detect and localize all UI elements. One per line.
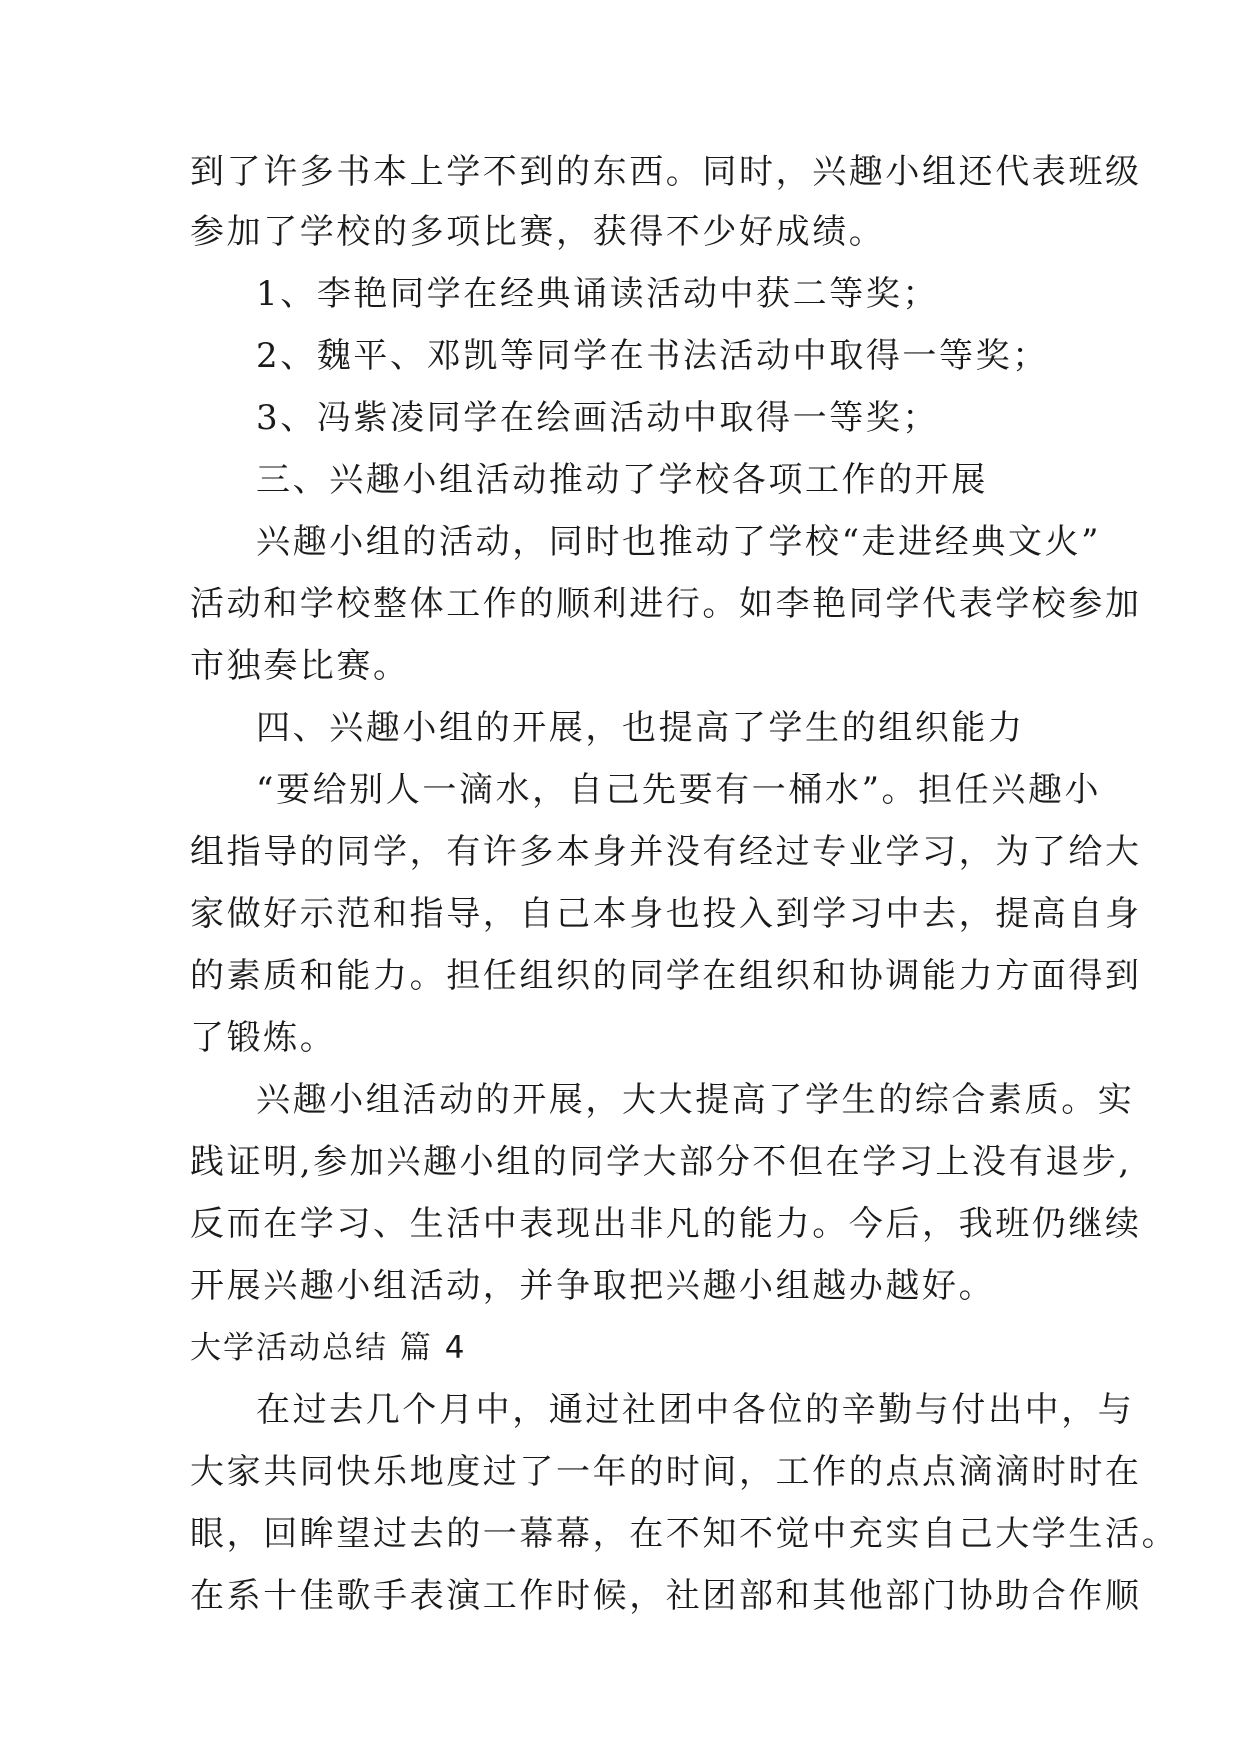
paragraph-line: 兴趣小组的活动，同时也推动了学校“走进经典文火” xyxy=(256,522,1102,562)
paragraph-line: 活动和学校整体工作的顺利进行。如李艳同学代表学校参加 xyxy=(190,584,1142,624)
list-item: 3、冯紫凌同学在绘画活动中取得一等奖； xyxy=(256,398,940,438)
paragraph-line: 了锻炼。 xyxy=(190,1018,337,1058)
article-title: 大学活动总结 篇 4 xyxy=(190,1330,467,1366)
paragraph-line: 践证明,参加兴趣小组的同学大部分不但在学习上没有退步, xyxy=(190,1142,1132,1182)
list-item: 2、魏平、邓凯等同学在书法活动中取得一等奖； xyxy=(256,336,1049,376)
paragraph-line: 的素质和能力。担任组织的同学在组织和协调能力方面得到 xyxy=(190,956,1142,996)
paragraph-line: 开展兴趣小组活动，并争取把兴趣小组越办越好。 xyxy=(190,1266,996,1306)
paragraph-line: 组指导的同学，有许多本身并没有经过专业学习，为了给大 xyxy=(190,832,1142,872)
paragraph-line: 到了许多书本上学不到的东西。同时，兴趣小组还代表班级 xyxy=(190,152,1142,192)
paragraph-line: 市独奏比赛。 xyxy=(190,646,410,686)
paragraph-line: 兴趣小组活动的开展，大大提高了学生的综合素质。实 xyxy=(256,1080,1135,1120)
paragraph-line: 家做好示范和指导，自己本身也投入到学习中去，提高自身 xyxy=(190,894,1142,934)
list-item: 1、李艳同学在经典诵读活动中获二等奖； xyxy=(256,274,940,314)
paragraph-line: 在过去几个月中，通过社团中各位的辛勤与付出中，与 xyxy=(256,1390,1135,1430)
section-heading: 四、兴趣小组的开展，也提高了学生的组织能力 xyxy=(256,708,1025,748)
paragraph-line: 在系十佳歌手表演工作时候，社团部和其他部门协助合作顺 xyxy=(190,1576,1142,1616)
paragraph-line: 反而在学习、生活中表现出非凡的能力。今后，我班仍继续 xyxy=(190,1204,1142,1244)
paragraph-line: 大家共同快乐地度过了一年的时间，工作的点点滴滴时时在 xyxy=(190,1452,1142,1492)
section-heading: 三、兴趣小组活动推动了学校各项工作的开展 xyxy=(256,460,988,500)
paragraph-line: 参加了学校的多项比赛，获得不少好成绩。 xyxy=(190,212,886,252)
paragraph-line: 眼，回眸望过去的一幕幕，在不知不觉中充实自己大学生活。 xyxy=(190,1514,1179,1554)
paragraph-line: “要给别人一滴水，自己先要有一桶水”。担任兴趣小 xyxy=(256,770,1102,810)
